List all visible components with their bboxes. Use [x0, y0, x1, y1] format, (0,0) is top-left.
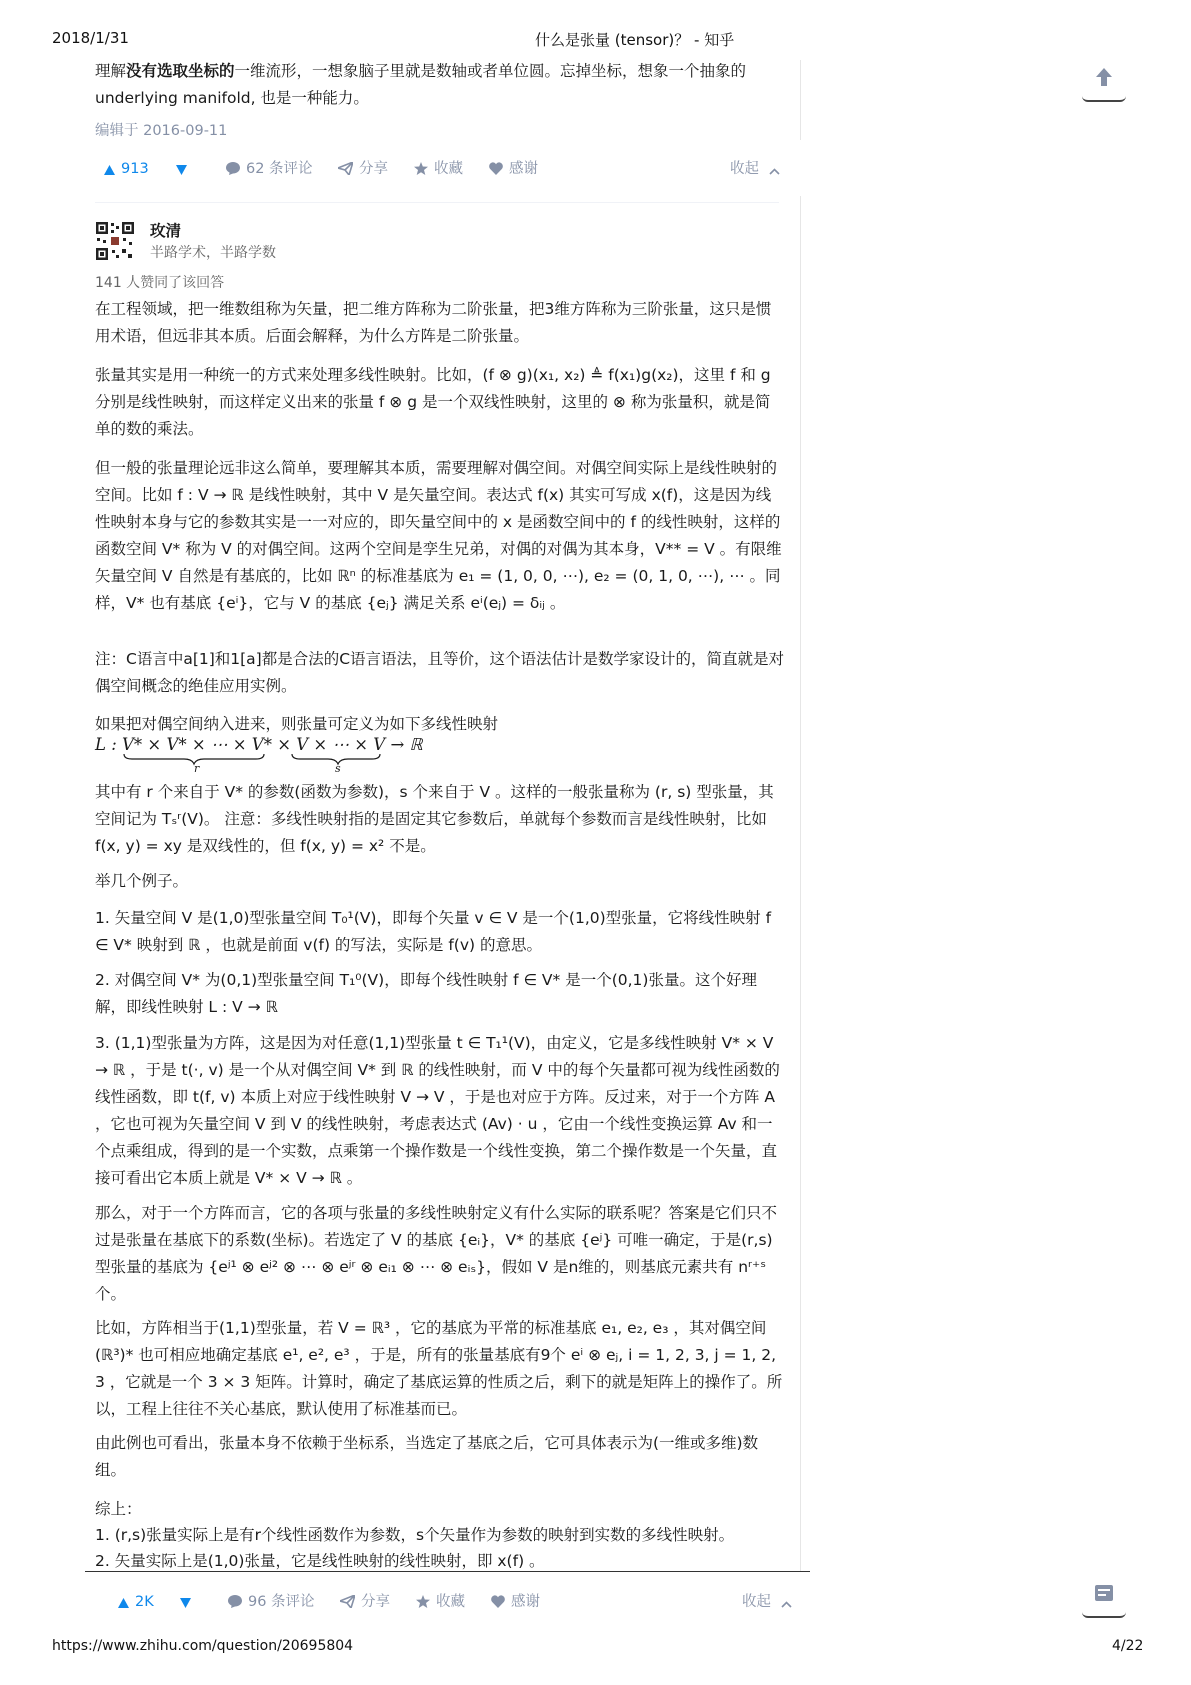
answer-paragraph: 综上：: [95, 1500, 142, 1518]
downvote-button[interactable]: [176, 154, 193, 184]
share-button[interactable]: [340, 1587, 390, 1617]
formula-underbraces: [122, 752, 382, 778]
upvote-count: 2K: [135, 1594, 154, 1610]
answer-paragraph: 1. (r,s)张量实际上是有r个线性函数作为参数，s个矢量作为参数的映射到实数的多线性映射。: [95, 1526, 735, 1544]
chevron-up-icon: [769, 168, 780, 175]
share-label: 分享: [361, 1594, 390, 1610]
tensor-formula: L : V* × V* × ⋯ × V* × V × ⋯ × V → ℝ: [95, 735, 423, 754]
collect-button[interactable]: [416, 1587, 465, 1617]
formula-r-label: r: [194, 762, 200, 775]
triangle-down-icon: [180, 1598, 191, 1608]
collect-label: 收藏: [434, 161, 463, 177]
column-rule-main: [800, 196, 801, 1571]
paper-plane-icon: [338, 162, 353, 175]
answer-paragraph: 张量其实是用一种统一的方式来处理多线性映射。比如，(f ⊗ g)(x₁, x₂) ≜ f(x₁)g(x₂)，这里 f 和 g 分别是线性映射，而这样定义出来的张量 f ⊗ g 是一个双线性映射，这里的 ⊗ 称为张量积，就是简单的数的乘法。: [95, 366, 771, 438]
comments-button[interactable]: [228, 1587, 315, 1617]
answer-paragraph: 那么，对于一个方阵而言，它的各项与张量的多线性映射定义有什么实际的联系呢？答案是它们只不过是张量在基底下的系数(坐标)。若选定了 V 的基底 {eᵢ}，V* 的基底 {eʲ} 可唯一确定，于是(r,s)型张量的基底为 {eʲ¹ ⊗ eʲ² ⊗ ⋯ ⊗ eʲʳ ⊗ eᵢ₁ ⊗ ⋯ ⊗ eᵢₛ}，假如 V 是n维的，则基底元素共有 nʳ⁺ˢ 个。: [95, 1204, 778, 1303]
answer-paragraph: 如果把对偶空间纳入进来，则张量可定义为如下多线性映射: [95, 715, 499, 733]
answer-actions: [118, 1587, 802, 1617]
answer-paragraph: 在工程领域，把一维数组称为矢量，把二维方阵称为二阶张量，把3维方阵称为三阶张量，这只是惯用术语，但远非其本质。后面会解释，为什么方阵是二阶张量。: [95, 300, 772, 345]
triangle-down-icon: [176, 165, 187, 175]
answer-divider: [95, 202, 779, 203]
chevron-up-icon: [781, 1601, 792, 1608]
thanks-label: 感谢: [511, 1594, 540, 1610]
arrow-up-icon: [1094, 67, 1114, 87]
thanks-button[interactable]: [489, 154, 538, 184]
collect-label: 收藏: [436, 1594, 465, 1610]
comments-label: 96 条评论: [248, 1594, 315, 1610]
prev-answer-text: [95, 58, 785, 112]
comment-icon: [226, 162, 240, 175]
formula-s-label: s: [335, 762, 341, 775]
edited-date: 编辑于 2016-09-11: [95, 123, 228, 139]
paper-plane-icon: [340, 1595, 355, 1608]
back-to-top-button[interactable]: [1082, 56, 1126, 102]
answer-paragraph: 1. 矢量空间 V 是(1,0)型张量空间 T₀¹(V)，即每个矢量 v ∈ V 是一个(1,0)型张量，它将线性映射 f ∈ V* 映射到 ℝ ，也就是前面 v(f) 的写法，实际是 f(v) 的意思。: [95, 909, 772, 954]
collapse-label: 收起: [742, 1594, 771, 1610]
answer-paragraph: 3. (1,1)型张量为方阵，这是因为对任意(1,1)型张量 t ∈ T₁¹(V)，由定义，它是多线性映射 V* × V → ℝ ，于是 t(·, v) 是一个从对偶空间 V* 到 ℝ 的线性映射，而 V 中的每个矢量都可视为线性函数的线性函数，即 t(f, v) 本质上对应于线性映射 V → V ，于是也对应于方阵。反过来，对于一个方阵 A ，它也可视为矢量空间 V 到 V 的线性映射，考虑表达式 (Av) · u ，它由一个线性变换运算 Av 和一个点乘组成，得到的是一个实数，点乘第一个操作数是一个线性变换，第二个操作数是一个矢量，直接可看出它本质上就是 V* × V → ℝ 。: [95, 1034, 780, 1187]
share-button[interactable]: [338, 154, 388, 184]
collapse-label: 收起: [730, 161, 759, 177]
upvote-button[interactable]: [118, 1587, 154, 1617]
triangle-up-icon: [118, 1598, 129, 1608]
comments-button[interactable]: [226, 154, 313, 184]
answer-paragraph: 举几个例子。: [95, 872, 189, 890]
footer-url: https://www.zhihu.com/question/20695804: [52, 1638, 354, 1654]
upvote-button[interactable]: [104, 154, 149, 184]
collapse-button[interactable]: [730, 154, 780, 184]
downvote-button[interactable]: [180, 1587, 197, 1617]
star-icon: [416, 1595, 430, 1608]
answer-paragraph: 2. 对偶空间 V* 为(0,1)型张量空间 T₁⁰(V)，即每个线性映射 f ∈ V* 是一个(0,1)张量。这个好理解，即线性映射 L : V → ℝ: [95, 971, 757, 1016]
column-rule-top: [800, 60, 801, 140]
prev-answer-actions: [104, 154, 784, 184]
author-bio: 半路学术，半路学数: [150, 245, 276, 261]
author-avatar[interactable]: [95, 221, 135, 261]
comment-icon: [228, 1595, 242, 1608]
print-date: 2018/1/31: [52, 29, 129, 47]
compose-icon: [1094, 1584, 1114, 1602]
comments-label: 62 条评论: [246, 161, 313, 177]
prev-answer-text-b: 一维流形，一想象脑子里就是数轴或者单位圆。忘掉坐标，想象一个抽象的: [234, 62, 747, 80]
prev-answer-text-bold: 没有选取坐标的: [126, 62, 235, 80]
upvoted-by-count: 141 人赞同了该回答: [95, 275, 225, 291]
star-icon: [414, 162, 428, 175]
prev-answer-text-c: underlying manifold, 也是一种能力。: [95, 89, 369, 107]
collect-button[interactable]: [414, 154, 463, 184]
answer-paragraph: 由此例也可看出，张量本身不依赖于坐标系，当选定了基底之后，它可具体表示为(一维或多维)数组。: [95, 1434, 759, 1479]
share-label: 分享: [359, 161, 388, 177]
answer-paragraph: 2. 矢量实际上是(1,0)张量，它是线性映射的线性映射，即 x(f) 。: [95, 1552, 545, 1570]
collapse-button[interactable]: [742, 1587, 792, 1617]
author-name[interactable]: 玫清: [150, 222, 182, 240]
heart-icon: [491, 1595, 505, 1608]
page-number: 4/22: [1112, 1638, 1144, 1654]
sticky-bar-rule: [85, 1571, 810, 1572]
prev-answer-text-a: 理解: [95, 62, 127, 80]
heart-icon: [489, 162, 503, 175]
page-title: 什么是张量 (tensor)？ - 知乎: [535, 31, 735, 49]
answer-paragraph: 比如，方阵相当于(1,1)型张量，若 V = ℝ³ ，它的基底为平常的标准基底 e₁, e₂, e₃ ，其对偶空间 (ℝ³)* 也可相应地确定基底 e¹, e², e³ ，于是，所有的张量基底有9个 eⁱ ⊗ eⱼ, i = 1, 2, 3, j = 1, 2, 3 ，它就是一个 3 × 3 矩阵。计算时，确定了基底运算的性质之后，剩下的就是矩阵上的操作了。所以，工程上往往不关心基底，默认使用了标准基而已。: [95, 1319, 783, 1418]
upvote-count: 913: [121, 161, 149, 177]
thanks-button[interactable]: [491, 1587, 540, 1617]
answer-paragraph: 注：C语言中a[1]和1[a]都是合法的C语言语法，且等价，这个语法估计是数学家设计的，简直就是对偶空间概念的绝佳应用实例。: [95, 650, 785, 695]
compose-button[interactable]: [1082, 1572, 1126, 1618]
triangle-up-icon: [104, 165, 115, 175]
answer-paragraph: 其中有 r 个来自于 V* 的参数(函数为参数)，s 个来自于 V 。这样的一般张量称为 (r, s) 型张量，其空间记为 Tₛʳ(V)。 注意：多线性映射指的是固定其它参数后，单就每个参数而言是线性映射，比如 f(x, y) = xy 是双线性的，但 f(x, y) = x² 不是。: [95, 783, 774, 855]
answer-paragraph: 但一般的张量理论远非这么简单，要理解其本质，需要理解对偶空间。对偶空间实际上是线性映射的空间。比如 f : V → ℝ 是线性映射，其中 V 是矢量空间。表达式 f(x) 其实可写成 x(f)，这是因为线性映射本身与它的参数其实是一一对应的，即矢量空间中的 x 是函数空间中的 f 的线性映射，这样的函数空间 V* 称为 V 的对偶空间。这两个空间是孪生兄弟，对偶的对偶为其本身，V** = V 。有限维矢量空间 V 自然是有基底的，比如 ℝⁿ 的标准基底为 e₁ = (1, 0, 0, ⋯), e₂ = (0, 1, 0, ⋯), ⋯ 。同样，V* 也有基底 {eⁱ}，它与 V 的基底 {eⱼ} 满足关系 eⁱ(eⱼ) = δᵢⱼ 。: [95, 459, 782, 612]
thanks-label: 感谢: [509, 161, 538, 177]
